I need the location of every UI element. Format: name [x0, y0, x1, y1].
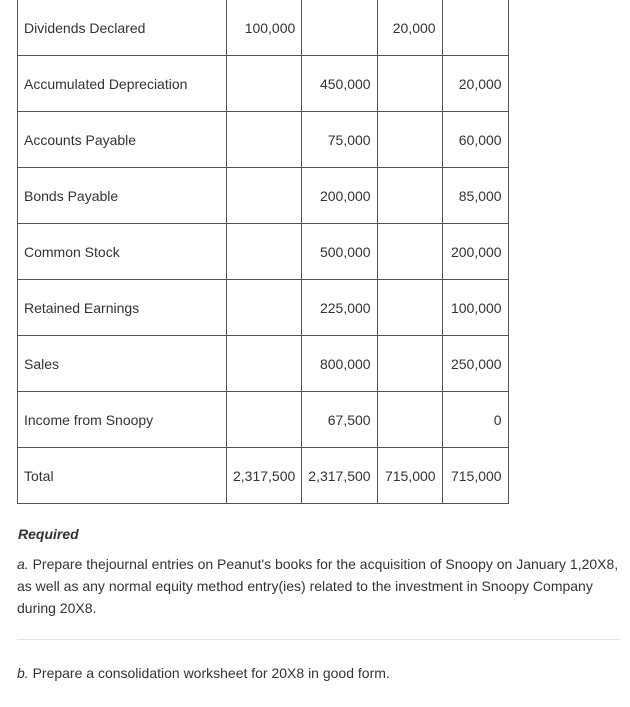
amount-cell: 100,000 [227, 0, 302, 56]
amount-cell: 60,000 [442, 112, 508, 168]
account-name: Bonds Payable [18, 168, 227, 224]
amount-cell [227, 56, 302, 112]
amount-cell [442, 0, 508, 56]
amount-cell: 85,000 [442, 168, 508, 224]
account-name: Accounts Payable [18, 112, 227, 168]
amount-cell: 20,000 [442, 56, 508, 112]
requirement-a [17, 553, 623, 619]
account-name: Accumulated Depreciation [18, 56, 227, 112]
amount-cell: 715,000 [442, 448, 508, 504]
trial-balance-table [17, 0, 509, 504]
required-heading: Required [18, 526, 79, 542]
amount-cell [377, 224, 442, 280]
table-row [18, 56, 509, 112]
requirement-b-text: Prepare a consolidation worksheet for 20X8 in good form. [32, 665, 390, 681]
amount-cell: 0 [442, 392, 508, 448]
amount-cell: 200,000 [302, 168, 377, 224]
amount-cell [227, 224, 302, 280]
amount-cell [377, 112, 442, 168]
table-row [18, 0, 509, 56]
amount-cell [227, 112, 302, 168]
requirement-a-text: Prepare thejournal entries on Peanut's books for the acquisition of Snoopy on January 1,20X8, as well as any normal equity method entry(ies) related to the investment in Snoopy Company during 20X8. [17, 556, 619, 616]
amount-cell: 2,317,500 [227, 448, 302, 504]
amount-cell: 100,000 [442, 280, 508, 336]
requirement-b [17, 662, 390, 684]
account-name: Income from Snoopy [18, 392, 227, 448]
account-name: Dividends Declared [18, 0, 227, 56]
amount-cell: 500,000 [302, 224, 377, 280]
amount-cell [377, 56, 442, 112]
amount-cell: 67,500 [302, 392, 377, 448]
amount-cell: 2,317,500 [302, 448, 377, 504]
divider [17, 639, 620, 640]
amount-cell: 75,000 [302, 112, 377, 168]
amount-cell: 715,000 [377, 448, 442, 504]
amount-cell [302, 0, 377, 56]
amount-cell: 20,000 [377, 0, 442, 56]
table-row [18, 280, 509, 336]
amount-cell [377, 168, 442, 224]
amount-cell [377, 280, 442, 336]
amount-cell [227, 168, 302, 224]
amount-cell: 800,000 [302, 336, 377, 392]
requirement-a-marker: a. [17, 556, 29, 572]
account-name: Retained Earnings [18, 280, 227, 336]
account-name: Total [18, 448, 227, 504]
total-row [18, 448, 509, 504]
amount-cell: 250,000 [442, 336, 508, 392]
amount-cell: 450,000 [302, 56, 377, 112]
amount-cell [377, 336, 442, 392]
requirement-b-marker: b. [17, 665, 29, 681]
table-row [18, 224, 509, 280]
amount-cell [227, 392, 302, 448]
table-row [18, 392, 509, 448]
amount-cell [227, 336, 302, 392]
amount-cell [227, 280, 302, 336]
table-row [18, 336, 509, 392]
amount-cell: 200,000 [442, 224, 508, 280]
amount-cell: 225,000 [302, 280, 377, 336]
account-name: Sales [18, 336, 227, 392]
account-name: Common Stock [18, 224, 227, 280]
table-row [18, 168, 509, 224]
amount-cell [377, 392, 442, 448]
table-row [18, 112, 509, 168]
